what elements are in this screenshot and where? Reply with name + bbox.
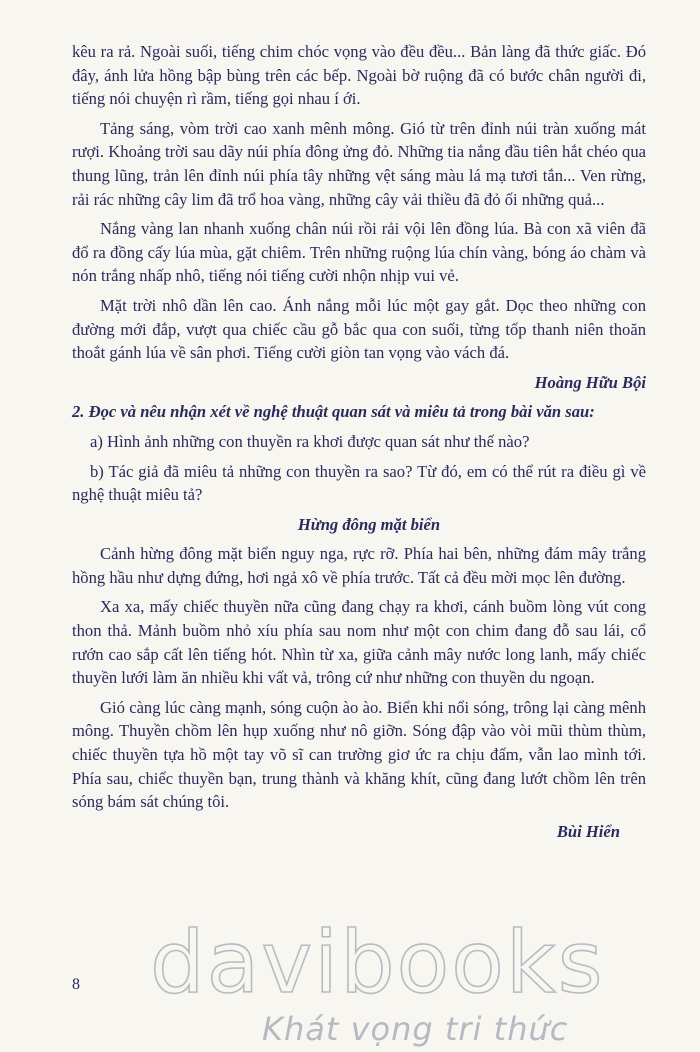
paragraph: Tảng sáng, vòm trời cao xanh mênh mông. Gió từ trên đỉnh núi tràn xuống mát rượi. Khoảng trời sau dãy núi phía đông ửng đỏ. Những tia nắng đầu tiên hắt chéo qua thung lũng, trản lên đỉnh núi phía tây những vệt sáng màu lá mạ tươi tắn... Ven rừng, rải rác những cây lim đã trổ hoa vàng, những cây vải thiều đã đỏ ối những quả... (72, 118, 646, 209)
paragraph: Mặt trời nhô dần lên cao. Ánh nắng mỗi lúc một gay gắt. Dọc theo những con đường mới đắp, vượt qua chiếc cầu gỗ bắc qua con suối, từng tốp thanh niên thoăn thoắt gánh lúa về sân phơi. Tiếng cười giòn tan vọng vào vách đá. (72, 295, 646, 363)
watermark-logo: davibooks (150, 913, 605, 1013)
paragraph: Xa xa, mấy chiếc thuyền nữa cũng đang chạy ra khơi, cánh buồm lòng vút cong thon thả. Mảnh buồm nhỏ xíu phía sau nom như một con chim đang đỗ sau lái, cổ rướn cao sắp cất lên tiếng hót. Nhìn từ xa, giữa cảnh mây nước long lanh, mấy chiếc thuyền lưới làm ăn nhiều khi vất vả, trông cứ như những con thuyền du ngoạn. (72, 597, 646, 688)
paragraph: Cảnh hừng đông mặt biển nguy nga, rực rỡ. Phía hai bên, những đám mây trắng hồng hầu như dựng đứng, hơi ngả xô về phía trước. Tất cả đều mời mọc lên đường. (72, 544, 646, 587)
page-number: 8 (72, 976, 80, 993)
paragraph: kêu ra rả. Ngoài suối, tiếng chim chóc vọng vào đều đều... Bản làng đã thức giấc. Đó đây, ánh lửa hồng bập bùng trên các bếp. Ngoài bờ ruộng đã có bước chân người đi, tiếng nói chuyện rì rầm, tiếng gọi nhau í ới. (72, 42, 646, 109)
watermark-tagline: Khát vọng tri thức (262, 1010, 569, 1048)
exercise-question: 2. Đọc và nêu nhận xét về nghệ thuật quan sát và miêu tả trong bài văn sau: (72, 402, 595, 422)
author-name: Bùi Hiển (556, 821, 620, 841)
sub-question-a: a) Hình ảnh những con thuyền ra khơi được quan sát như thế nào? (90, 431, 530, 451)
paragraph: Gió càng lúc càng mạnh, sóng cuộn ào ào. Biển khi nổi sóng, trông lại càng mênh mông. Thuyền chồm lên hụp xuống như nô giỡn. Sóng đập vào vòi mũi thùm thùm, chiếc thuyền tựa hồ một tay võ sĩ can trường giơ ức ra chịu đấm, vẫn lao mình tới. Phía sau, chiếc thuyền bạn, trung thành và khăng khít, cũng đang lướt chồm lên trên sóng bám sát chúng tôi. (72, 697, 646, 812)
author-name: Hoàng Hữu Bội (534, 372, 646, 392)
sub-question-b: b) Tác giả đã miêu tả những con thuyền ra sao? Từ đó, em có thể rút ra điều gì về nghệ thuật miêu tả? (72, 461, 646, 505)
page-text (72, 40, 646, 849)
paragraph: Nắng vàng lan nhanh xuống chân núi rồi rải vội lên đồng lúa. Bà con xã viên đã đổ ra đồng cấy lúa mùa, gặt chiêm. Trên những ruộng lúa chín vàng, bóng áo chàm và nón trắng nhấp nhô, tiếng nói tiếng cười nhộn nhịp vui vẻ. (72, 219, 646, 286)
passage-title: Hừng đông mặt biển (297, 514, 441, 534)
